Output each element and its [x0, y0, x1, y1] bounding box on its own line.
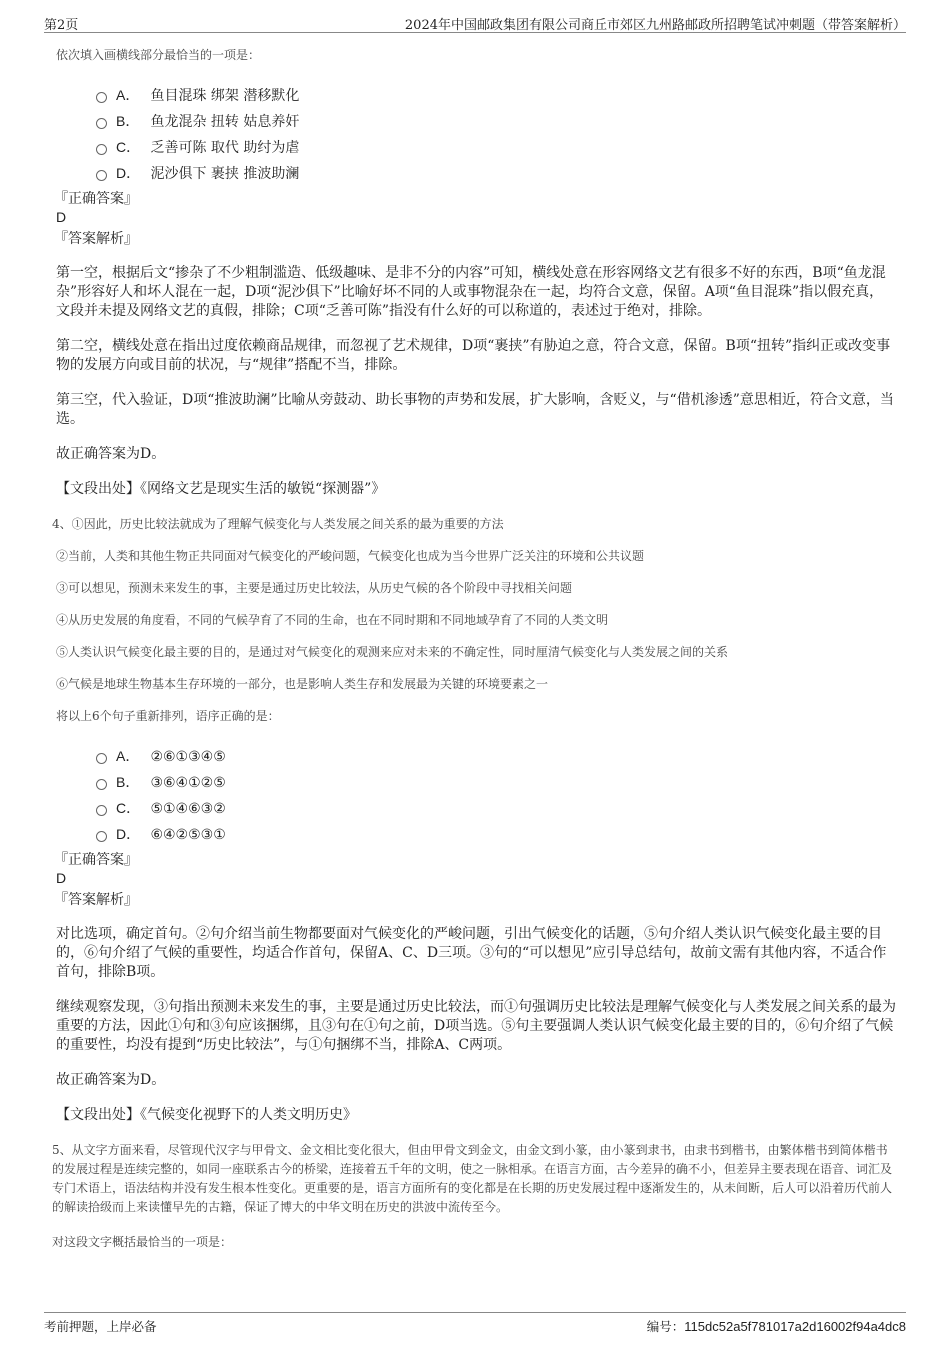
- document-code: [647, 1317, 906, 1335]
- code-value: 115dc52a5f781017a2d16002f94a4dc8: [684, 1319, 906, 1334]
- page-number: 第2页: [44, 18, 79, 33]
- page-content: [52, 46, 896, 1251]
- option-text: 乏善可陈 取代 助纣为虐: [150, 140, 300, 156]
- radio-button-icon[interactable]: [96, 144, 107, 155]
- q3-prompt: 依次填入画横线部分最恰当的一项是：: [56, 48, 261, 62]
- source-citation: 【文段出处】《气候变化视野下的人类文明历史》: [56, 1107, 357, 1123]
- option-letter: B．: [116, 774, 140, 790]
- q4-sentence: ⑤人类认识气候变化最主要的目的，是通过对气候变化的观测来应对未来的不确定性，同时厘清气候变化与人类发展之间的关系: [56, 645, 729, 659]
- document-title: 2024年中国邮政集团有限公司商丘市郊区九州路邮政所招聘笔试冲刺题（带答案解析）: [404, 18, 906, 33]
- option-letter: D．: [116, 826, 141, 842]
- source-citation: 【文段出处】《网络文艺是现实生活的敏锐“探测器”》: [56, 481, 386, 497]
- option-letter: A．: [116, 87, 140, 103]
- option-letter: B．: [116, 113, 140, 129]
- q3-option-a[interactable]: [96, 82, 896, 108]
- radio-button-icon[interactable]: [96, 779, 107, 790]
- q4-option-b[interactable]: [96, 769, 896, 795]
- option-text: ⑤①④⑥③②: [150, 801, 226, 817]
- page-header: [44, 10, 906, 33]
- option-text: ③⑥④①②⑤: [150, 775, 226, 791]
- analysis-paragraph: 对比选项，确定首句。②句介绍当前生物都要面对气候变化的严峻问题，引出气候变化的话题，⑤句介绍人类认识气候变化最主要的目的，⑥句介绍了气候的重要性，均适合作首句，保留A、C、D三项。③句的“可以想见”应引导总结句，故前文需有其他内容，不适合作首句，排除B项。: [56, 926, 887, 980]
- q5-prompt: 对这段文字概括最恰当的一项是：: [52, 1235, 233, 1249]
- radio-button-icon[interactable]: [96, 170, 107, 181]
- option-text: 鱼目混珠 绑架 潜移默化: [150, 88, 300, 104]
- option-text: ②⑥①③④⑤: [150, 749, 226, 765]
- q4-option-a[interactable]: [96, 743, 896, 769]
- q3-option-c[interactable]: [96, 134, 896, 160]
- q4-sentence: ③可以想见，预测未来发生的事，主要是通过历史比较法，从历史气候的各个阶段中寻找相关问题: [56, 581, 573, 595]
- analysis-paragraph: 继续观察发现，③句指出预测未来发生的事，主要是通过历史比较法，而①句强调历史比较法是理解气候变化与人类发展之间关系的最为重要的方法，因此①句和③句应该捆绑，且③句在①句之前，D项当选。⑤句主要强调人类认识气候变化最主要的目的，⑥句介绍了气候的重要性，均没有提到“历史比较法”，与①句捆绑不当，排除A、C两项。: [56, 999, 896, 1053]
- q5-passage: 5、从文字方面来看，尽管现代汉字与甲骨文、金文相比变化很大，但由甲骨文到金文，由金文到小篆，由小篆到隶书，由隶书到楷书，由繁体楷书到简体楷书的发展过程是连续完整的，如同一座联系古今的桥梁，连接着五千年的文明，使之一脉相承。在语言方面，古今差异的确不小，但差异主要表现在语音、词汇及专门术语上，语法结构并没有发生根本性变化。更重要的是，语言方面所有的变化都是在长期的历史发展过程中逐渐发生的，从未间断，后人可以沿着历代前人的解读拾级而上来读懂早先的古籍，保证了博大的中华文明在历史的洪波中流传至今。: [52, 1143, 893, 1214]
- q4-option-c[interactable]: [96, 795, 896, 821]
- q4-prompt: 将以上6个句子重新排列，语序正确的是：: [56, 709, 280, 723]
- answer-value: D: [56, 209, 67, 225]
- analysis-label: 『答案解析』: [54, 892, 138, 908]
- answer-label: 『正确答案』: [54, 852, 138, 868]
- option-text: 鱼龙混杂 扭转 姑息养奸: [150, 114, 300, 130]
- radio-button-icon[interactable]: [96, 92, 107, 103]
- answer-label: 『正确答案』: [54, 191, 138, 207]
- analysis-paragraph: 故正确答案为D。: [56, 446, 166, 462]
- option-letter: C．: [116, 139, 141, 155]
- option-letter: D．: [116, 165, 141, 181]
- option-text: 泥沙俱下 裹挟 推波助澜: [150, 166, 300, 182]
- radio-button-icon[interactable]: [96, 118, 107, 129]
- option-text: ⑥④②⑤③①: [150, 827, 226, 843]
- q4-sentence: ④从历史发展的角度看，不同的气候孕育了不同的生命，也在不同时期和不同地域孕育了不同的人类文明: [56, 613, 609, 627]
- radio-button-icon[interactable]: [96, 831, 107, 842]
- option-letter: C．: [116, 800, 141, 816]
- analysis-paragraph: 第三空，代入验证，D项“推波助澜”比喻从旁鼓动、助长事物的声势和发展，扩大影响，含贬义，与“借机渗透”意思相近，符合文意，当选。: [56, 392, 894, 427]
- q3-options: [96, 82, 896, 186]
- footer-slogan: 考前押题，上岸必备: [44, 1319, 157, 1334]
- q4-sentence: ②当前，人类和其他生物正共同面对气候变化的严峻问题，气候变化也成为当今世界广泛关注的环境和公共议题: [56, 549, 645, 563]
- option-letter: A．: [116, 748, 140, 764]
- q4-sentence: 4、①因此，历史比较法就成为了理解气候变化与人类发展之间关系的最为重要的方法: [52, 517, 504, 531]
- radio-button-icon[interactable]: [96, 753, 107, 764]
- answer-value: D: [56, 870, 67, 886]
- q4-options: [96, 743, 896, 847]
- q3-option-b[interactable]: [96, 108, 896, 134]
- radio-button-icon[interactable]: [96, 805, 107, 816]
- q4-option-d[interactable]: [96, 821, 896, 847]
- analysis-paragraph: 第二空，横线处意在指出过度依赖商品规律，而忽视了艺术规律，D项“裹挟”有胁迫之意，符合文意，保留。B项“扭转”指纠正或改变事物的发展方向或目前的状况，与“规律”搭配不当，排除。: [56, 338, 891, 373]
- code-label: 编号：: [646, 1319, 685, 1334]
- analysis-paragraph: 第一空，根据后文“掺杂了不少粗制滥造、低级趣味、是非不分的内容”可知，横线处意在形容网络文艺有很多不好的东西，B项“鱼龙混杂”形容好人和坏人混在一起，D项“泥沙俱下”比喻好坏不同的人或事物混杂在一起，均符合文意，保留。A项“鱼目混珠”指以假充真，文段并未提及网络文艺的真假，排除；C项“乏善可陈”指没有什么好的可以称道的，表述过于绝对，排除。: [56, 265, 886, 319]
- analysis-label: 『答案解析』: [54, 231, 138, 247]
- q3-option-d[interactable]: [96, 160, 896, 186]
- q4-sentence: ⑥气候是地球生物基本生存环境的一部分，也是影响人类生存和发展最为关键的环境要素之一: [56, 677, 549, 691]
- analysis-paragraph: 故正确答案为D。: [56, 1072, 166, 1088]
- page-footer: [44, 1312, 906, 1341]
